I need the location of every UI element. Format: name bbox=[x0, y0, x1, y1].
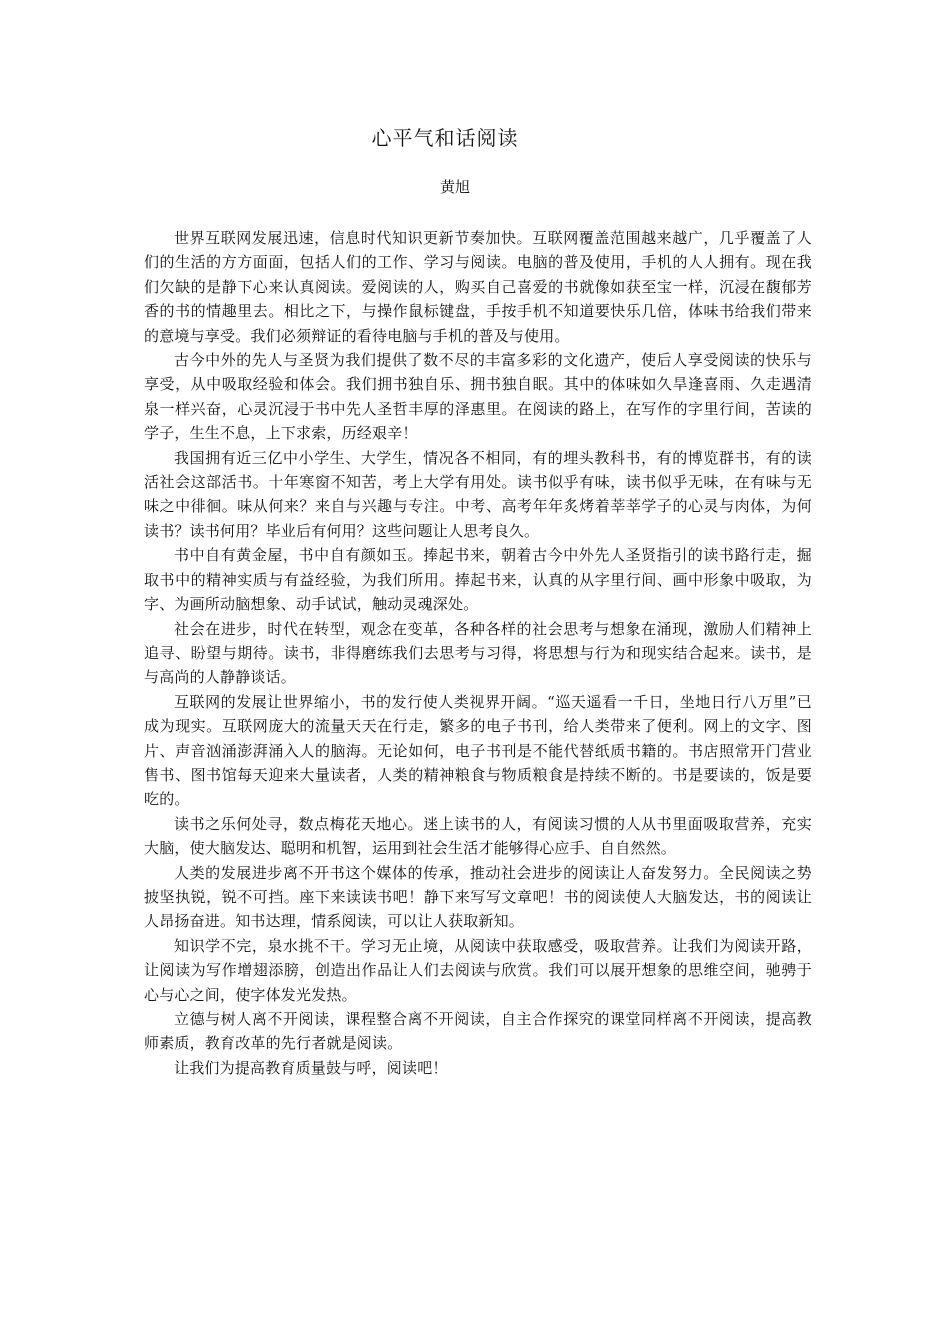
paragraph: 社会在进步，时代在转型，观念在变革，各种各样的社会思考与想象在涌现，激励人们精神上追寻、盼望与期待。读书，非得磨练我们去思考与习得，将思想与行为和现实结合起来。读书，是与高尚的人静静谈话。 bbox=[144, 619, 812, 687]
paragraph: 书中自有黄金屋，书中自有颜如玉。捧起书来，朝着古今中外先人圣贤指引的读书路行走，掘取书中的精神实质与有益经验，为我们所用。捧起书来，认真的从字里行间、画中形象中吸取，为字、为画所动脑想象、动手试试，触动灵魂深处。 bbox=[144, 546, 812, 614]
paragraph: 立德与树人离不开阅读，课程整合离不开阅读，自主合作探究的课堂同样离不开阅读，提高教师素质，教育改革的先行者就是阅读。 bbox=[144, 1010, 812, 1053]
paragraph: 读书之乐何处寻，数点梅花天地心。迷上读书的人，有阅读习惯的人从书里面吸取营养，充实大脑，使大脑发达、聪明和机智，运用到社会生活才能够得心应手、自自然然。 bbox=[144, 814, 812, 858]
document-author: 黄旭 bbox=[439, 178, 470, 196]
paragraph: 知识学不完，泉水挑不干。学习无止境，从阅读中获取感受，吸取营养。让我们为阅读开路，让阅读为写作增翅添膀，创造出作品让人们去阅读与欣赏。我们可以展开想象的思维空间，驰骋于心与心之间，使字体发光发热。 bbox=[144, 936, 812, 1004]
document-body bbox=[144, 226, 812, 1080]
paragraph: 世界互联网发展迅速，信息时代知识更新节奏加快。互联网覆盖范围越来越广，几乎覆盖了人们的生活的方方面面，包括人们的工作、学习与阅读。电脑的普及使用，手机的人人拥有。现在我们欠缺的是静下心来认真阅读。爱阅读的人，购买自己喜爱的书就像如获至宝一样，沉浸在馥郁芳香的书的情趣里去。相比之下，与操作鼠标键盘，手按手机不知道要快乐几倍，体味书给我们带来的意境与享受。我们必须辩证的看待电脑与手机的普及与使用。 bbox=[144, 229, 812, 345]
paragraph: 古今中外的先人与圣贤为我们提供了数不尽的丰富多彩的文化遗产，使后人享受阅读的快乐与享受，从中吸取经验和体会。我们拥书独自乐、拥书独自眠。其中的体味如久旱逢喜雨、久走遇清泉一样兴奋，心灵沉浸于书中先人圣哲丰厚的泽惠里。在阅读的路上，在写作的字里行间，苦读的学子，生生不息，上下求索，历经艰辛！ bbox=[144, 351, 812, 443]
paragraph: 让我们为提高教育质量鼓与呼，阅读吧！ bbox=[174, 1058, 448, 1077]
paragraph: 互联网的发展让世界缩小，书的发行使人类视界开阔。“巡天遥看一千日，坐地日行八万里”已成为现实。互联网庞大的流量天天在行走，繁多的电子书刊，给人类带来了便利。网上的文字、图片、声音汹涌澎湃涌入人的脑海。无论如何，电子书刊是不能代替纸质书籍的。书店照常开门营业售书、图书馆每天迎来大量读者，人类的精神粮食与物质粮食是持续不断的。书是要读的，饭是要吃的。 bbox=[144, 692, 812, 809]
paragraph: 人类的发展进步离不开书这个媒体的传承，推动社会进步的阅读让人奋发努力。全民阅读之势披坚执锐，锐不可挡。座下来读读书吧！静下来写写文章吧！书的阅读使人大脑发达，书的阅读让人昂扬奋进。知书达理，情系阅读，可以让人获取新知。 bbox=[144, 863, 812, 931]
paragraph: 我国拥有近三亿中小学生、大学生，情况各不相同，有的埋头教科书，有的博览群书，有的读活社会这部活书。十年寒窗不知苦，考上大学有用处。读书似乎有味，读书似乎无味，在有味与无味之中徘徊。味从何来？来自与兴趣与专注。中考、高考年年炙烤着莘莘学子的心灵与肉体，为何读书？读书何用？毕业后有何用？这些问题让人思考良久。 bbox=[144, 448, 812, 540]
document-title: 心平气和话阅读 bbox=[371, 126, 519, 150]
